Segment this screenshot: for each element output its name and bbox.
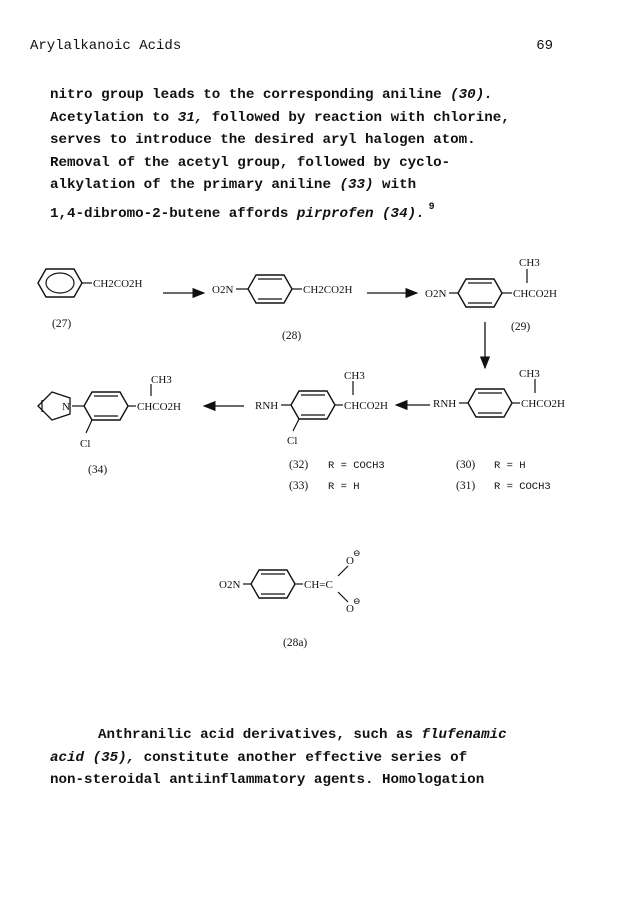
compound-32-33 — [255, 370, 388, 493]
running-header — [30, 38, 553, 56]
svg-text:O2N: O2N — [219, 579, 241, 591]
svg-text:Cl: Cl — [287, 435, 298, 447]
svg-text:RNH: RNH — [255, 400, 279, 412]
svg-text:O2N: O2N — [212, 284, 234, 296]
svg-text:Cl: Cl — [80, 438, 91, 450]
label-27: (27) — [52, 318, 72, 330]
compound-28a — [219, 548, 361, 649]
svg-text:R = COCH3: R = COCH3 — [328, 460, 385, 472]
text-line: 1,4-dibromo-2-butene affords pirprofen (34). $^9$ — [50, 201, 435, 222]
label-28a: (28a) — [283, 637, 308, 649]
svg-text:CH2CO2H: CH2CO2H — [93, 278, 143, 290]
text-line: alkylation of the primary aniline (33) with — [50, 177, 417, 194]
label-32: (32) — [289, 459, 309, 471]
paragraph-anthranilic — [50, 724, 570, 792]
svg-text:CH=C: CH=C — [304, 579, 333, 591]
svg-text:CH3: CH3 — [519, 368, 540, 380]
text-line: Removal of the acetyl group, followed by cyclo- — [50, 154, 451, 171]
svg-text:R = H: R = H — [328, 481, 360, 493]
text-line: serves to introduce the desired aryl halogen atom. — [50, 132, 476, 149]
svg-text:⊖: ⊖ — [353, 548, 361, 558]
svg-text:CH3: CH3 — [344, 370, 365, 382]
label-29: (29) — [511, 321, 531, 333]
page-number: 69 — [536, 38, 553, 54]
reference-9: 9 — [428, 201, 435, 213]
svg-text:CHCO2H: CHCO2H — [521, 398, 566, 410]
label-28: (28) — [282, 330, 302, 342]
svg-text:O2N: O2N — [425, 288, 447, 300]
svg-text:⊖: ⊖ — [353, 596, 361, 606]
compound-29 — [425, 257, 557, 333]
paragraph-synthesis — [50, 84, 570, 226]
text-line: Acetylation to 31, followed by reaction with chlorine, — [50, 109, 510, 126]
compound-27 — [38, 269, 143, 330]
svg-text:O: O — [346, 603, 354, 615]
svg-text:RNH: RNH — [433, 398, 457, 410]
compound-30-31 — [433, 368, 565, 493]
svg-text:CHCO2H: CHCO2H — [137, 401, 182, 413]
label-33: (33) — [289, 480, 309, 492]
svg-text:N: N — [62, 401, 70, 413]
label-30: (30) — [456, 459, 476, 471]
svg-text:CHCO2H: CHCO2H — [344, 400, 389, 412]
text-line: nitro group leads to the corresponding aniline (30). — [50, 87, 493, 103]
svg-text:CH3: CH3 — [519, 257, 540, 269]
label-31: (31) — [456, 480, 476, 492]
running-title: Arylalkanoic Acids — [30, 38, 182, 54]
svg-text:CH3: CH3 — [151, 374, 172, 386]
compound-34-pirprofen — [38, 374, 181, 476]
svg-text:CH2CO2H: CH2CO2H — [303, 284, 353, 296]
svg-text:O: O — [346, 555, 354, 567]
text-line: acid (35), constitute another effective series of — [50, 749, 468, 766]
text-line: Anthranilic acid derivatives, such as flufenamic — [98, 727, 507, 743]
label-34: (34) — [88, 464, 108, 476]
svg-text:CHCO2H: CHCO2H — [513, 288, 558, 300]
reaction-scheme — [0, 240, 633, 660]
svg-text:R = H: R = H — [494, 460, 526, 472]
text-line: non-steroidal antiinflammatory agents. Homologation — [50, 772, 485, 789]
svg-text:R = COCH3: R = COCH3 — [494, 481, 551, 493]
compound-28 — [212, 275, 353, 342]
